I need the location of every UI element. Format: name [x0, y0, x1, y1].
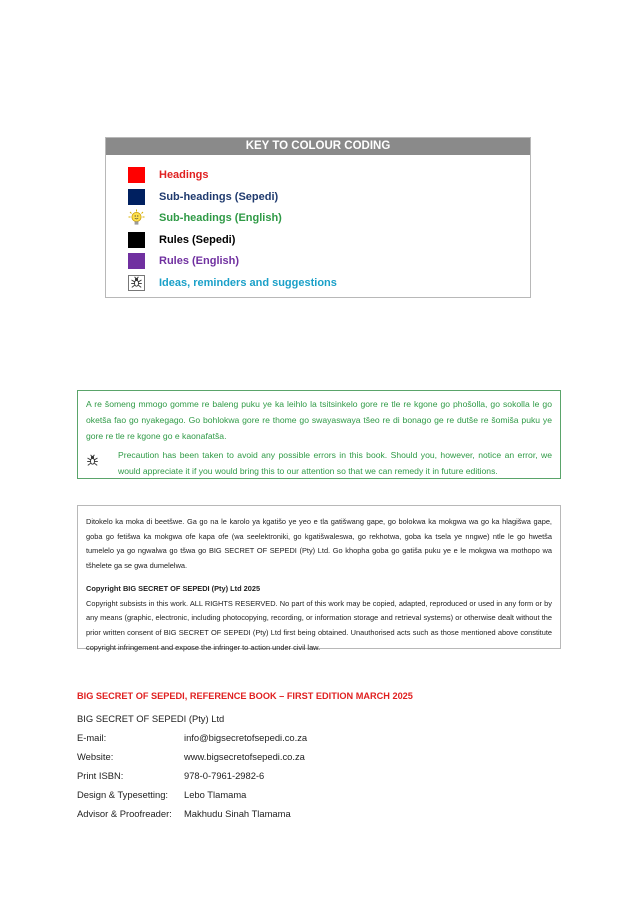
isbn-value: 978-0-7961-2982-6: [184, 770, 265, 781]
design-value: Lebo Tlamama: [184, 789, 247, 800]
key-row-ideas: [128, 274, 337, 291]
key-label-ideas: Ideas, reminders and suggestions: [159, 276, 337, 289]
key-label-rules-english: Rules (English): [159, 254, 240, 267]
website-label: Website:: [77, 751, 114, 762]
navy-swatch: [128, 189, 145, 205]
key-row-subheadings-sepedi: [128, 188, 278, 205]
copyright-box: [77, 505, 561, 652]
key-label-subheadings-english: Sub-headings (English): [159, 211, 282, 224]
key-row-headings: [128, 166, 209, 183]
bug-icon: [86, 447, 106, 479]
colour-key-title: KEY TO COLOUR CODING: [106, 138, 530, 155]
notice-english-text: Precaution has been taken to avoid any possible errors in this book. Should you, however, notice an error, we would appreciate it if you would bring this to our attention so that we can remedy it in future editions.: [118, 450, 552, 476]
notice-english-block: [86, 447, 552, 479]
edition-heading: BIG SECRET OF SEPEDI, REFERENCE BOOK – FIRST EDITION MARCH 2025: [77, 691, 413, 701]
key-row-subheadings-english: [128, 209, 282, 226]
advisor-value: Makhudu Sinah Tlamama: [184, 808, 291, 819]
advisor-label: Advisor & Proofreader:: [77, 808, 172, 819]
lightbulb-icon: [128, 210, 145, 226]
email-label: E-mail:: [77, 732, 107, 743]
key-row-rules-sepedi: [128, 231, 235, 248]
company-name: BIG SECRET OF SEPEDI (Pty) Ltd: [77, 713, 225, 724]
key-row-rules-english: [128, 252, 239, 269]
email-row: [77, 728, 307, 747]
rights-text-sepedi: Ditokelo ka moka di beetšwe. Ga go na le karolo ya kgatišo ye yeo e tla gatišwang gape, go bolokwa ka mokgwa wa go ka hlagišwa gape, goba go fetišwa ka mokgwa ofe kapa ofe (wa seelektroniki, go kgatišwaleswa, go rekhotwa, goba ka tsela ye nngwe) ntle le go hwetša tumelelo ya go ngwalwa go tšwa go BIG SECRET OF SEPEDI (Pty) Ltd. Go khopha goba go gatiša puku ye e le mokgwa wa mothopo wa tšhelete ga se gwa dumelelwa.: [86, 517, 552, 571]
isbn-row: [77, 766, 307, 785]
notice-sepedi-text: A re šomeng mmogo gomme re baleng puku ye ka leihlo la tsitsinkelo gore re tle re kgone go phošolla, go sokolla le go oketša fao go nyakegago. Go bohlokwa gore re thome go swayaswaya tšeo re di bonago ge re dutše re šomiša puku ye gore re tle re kgone go e kaonafatša.: [86, 399, 552, 441]
design-row: [77, 785, 307, 804]
notice-box: [77, 390, 561, 479]
copyright-title: Copyright BIG SECRET OF SEPEDI (Pty) Ltd 2025: [86, 583, 261, 593]
isbn-label: Print ISBN:: [77, 770, 124, 781]
design-label: Design & Typesetting:: [77, 789, 169, 800]
copyright-body: Copyright subsists in this work. ALL RIGHTS RESERVED. No part of this work may be copied, adapted, reproduced or used in any form or by any means (graphic, electronic, including photocopying, recording, or information storage and retrieval systems) or otherwise dealt without the prior written consent of BIG SECRET OF SEPEDI (Pty) Ltd first being obtained. Unauthorised acts such as those mentioned above constitute copyright infringement and expose the infringer to action under civil law.: [86, 598, 552, 652]
bug-icon: [128, 275, 145, 291]
email-value[interactable]: info@bigsecretofsepedi.co.za: [184, 732, 308, 743]
black-swatch: [128, 232, 145, 248]
key-label-subheadings-sepedi: Sub-headings (Sepedi): [159, 190, 279, 203]
purple-swatch: [128, 253, 145, 269]
website-row: [77, 747, 307, 766]
key-label-headings: Headings: [159, 168, 209, 181]
company-row: [77, 709, 307, 728]
key-label-rules-sepedi: Rules (Sepedi): [159, 233, 236, 246]
colour-key-box: [105, 137, 531, 298]
red-swatch: [128, 167, 145, 183]
advisor-row: [77, 804, 307, 823]
publication-details: [77, 709, 307, 823]
website-value[interactable]: www.bigsecretofsepedi.co.za: [184, 751, 305, 762]
